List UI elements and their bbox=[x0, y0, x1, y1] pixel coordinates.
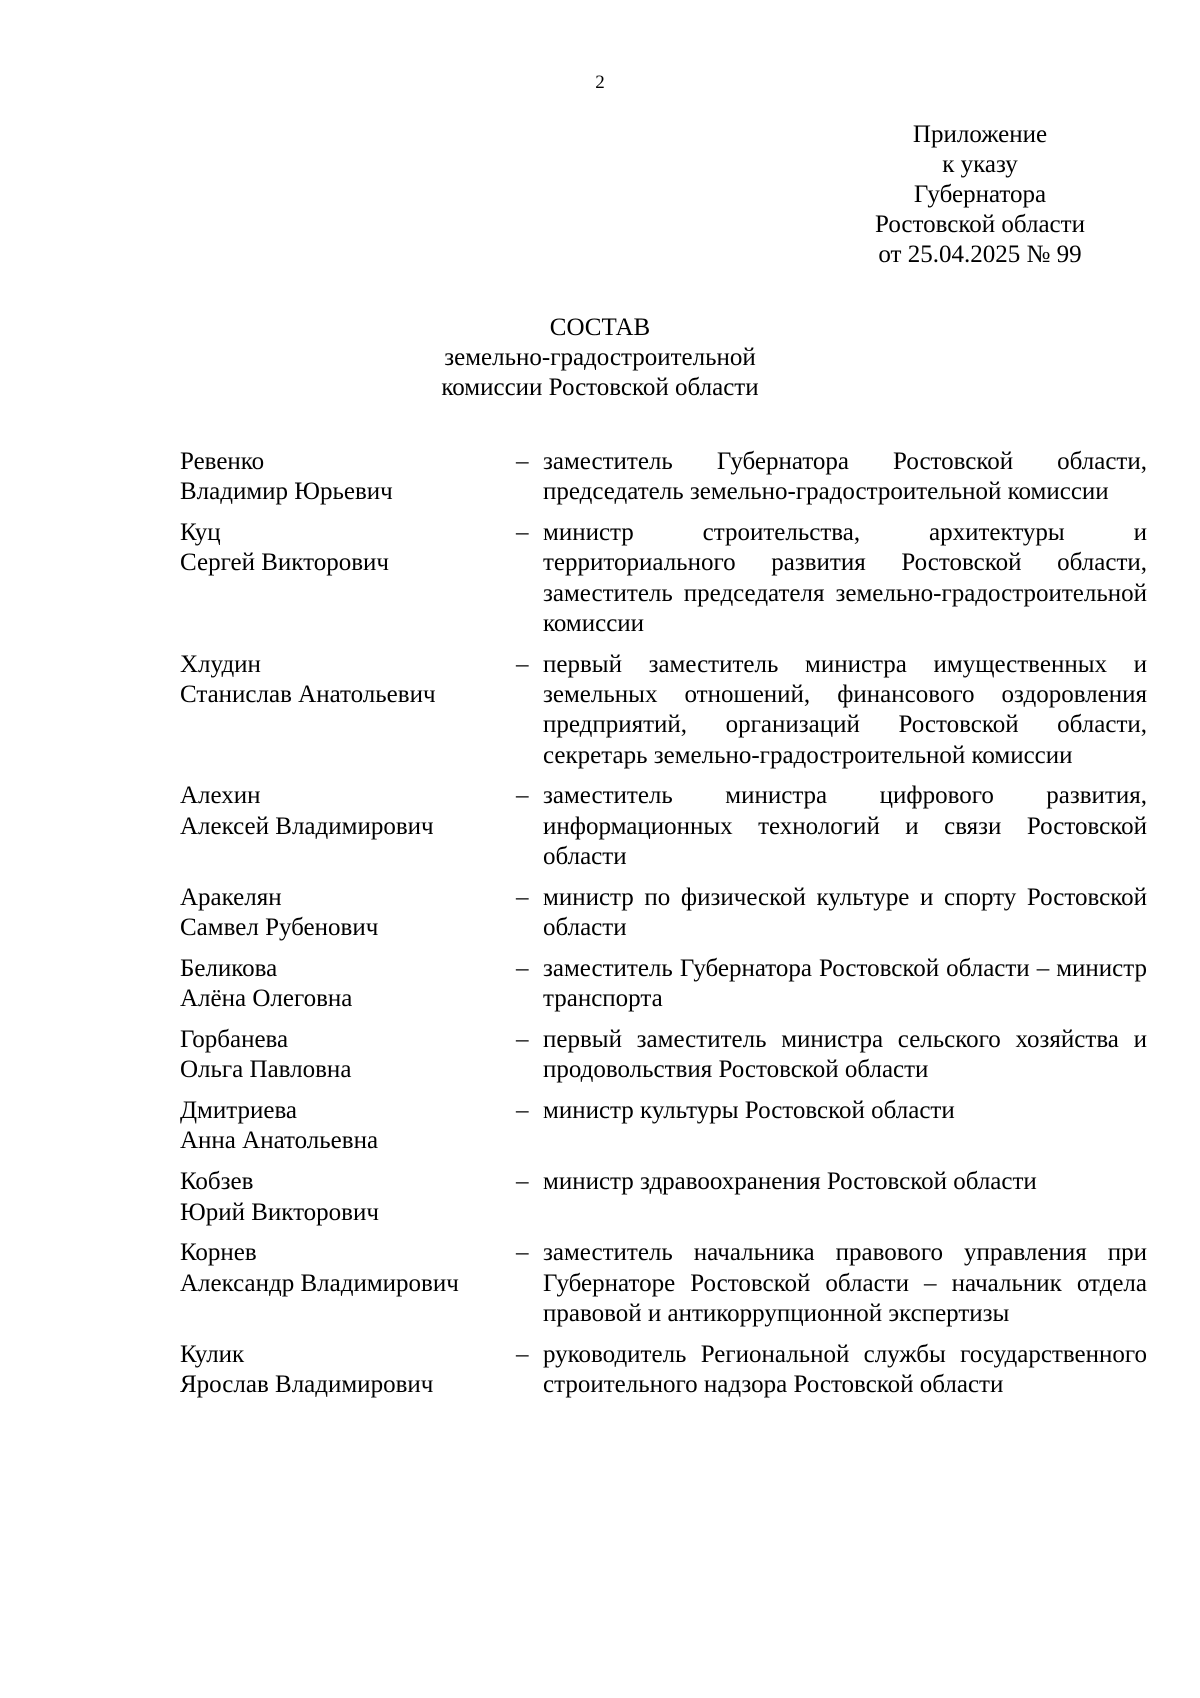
member-entry bbox=[180, 650, 1147, 771]
member-name bbox=[180, 1096, 516, 1157]
member-given-names: Анна Анатольевна bbox=[180, 1127, 379, 1155]
member-name bbox=[180, 781, 516, 872]
member-entry bbox=[180, 883, 1147, 944]
member-given-names: Ярослав Владимирович bbox=[180, 1371, 434, 1399]
member-given-names: Владимир Юрьевич bbox=[180, 478, 393, 506]
member-given-names: Юрий Викторович bbox=[180, 1198, 379, 1226]
member-surname: Кулик bbox=[180, 1340, 245, 1368]
member-surname: Кобзев bbox=[180, 1168, 254, 1196]
member-given-names: Станислав Анатольевич bbox=[180, 681, 436, 709]
member-name bbox=[180, 883, 516, 944]
member-entry bbox=[180, 954, 1147, 1015]
member-surname: Аракелян bbox=[180, 883, 282, 911]
member-surname: Горбанева bbox=[180, 1026, 289, 1054]
dash-separator: – bbox=[516, 1239, 529, 1267]
dash-separator: – bbox=[516, 1340, 529, 1368]
member-role: министр строительства, архитектуры и территориального развития Ростовской области, заместитель председателя земельно-градостроительной комиссии bbox=[543, 519, 1147, 637]
member-entry bbox=[180, 518, 1147, 639]
member-name bbox=[180, 650, 516, 771]
dash-separator: – bbox=[516, 954, 529, 982]
appendix-line-1: Приложение bbox=[912, 121, 1048, 148]
member-surname: Хлудин bbox=[180, 650, 261, 678]
dash-separator: – bbox=[516, 782, 529, 810]
title-heading: СОСТАВ bbox=[549, 314, 651, 341]
member-surname: Беликова bbox=[180, 954, 278, 982]
member-surname: Ревенко bbox=[180, 448, 265, 475]
appendix-line-5: от 25.04.2025 № 99 bbox=[878, 241, 1082, 268]
member-entry bbox=[180, 1096, 1147, 1157]
member-role: заместитель Губернатора Ростовской области, председатель земельно-градостроительной комиссии bbox=[543, 448, 1147, 506]
appendix-line-2: к указу bbox=[942, 151, 1018, 178]
dash-separator: – bbox=[516, 519, 529, 547]
member-name bbox=[180, 1340, 516, 1401]
member-given-names: Ольга Павловна bbox=[180, 1056, 352, 1084]
member-given-names: Сергей Викторович bbox=[180, 549, 389, 577]
dash-separator: – bbox=[516, 448, 529, 475]
members-list bbox=[180, 447, 1147, 1411]
page-number: 2 bbox=[595, 72, 605, 93]
dash-separator: – bbox=[516, 1097, 529, 1125]
title-line-3: комиссии Ростовской области bbox=[441, 374, 759, 401]
member-role: заместитель министра цифрового развития, информационных технологий и связи Ростовской области bbox=[543, 782, 1147, 871]
dash-separator: – bbox=[516, 1026, 529, 1054]
member-entry bbox=[180, 781, 1147, 872]
appendix-line-4: Ростовской области bbox=[875, 211, 1085, 238]
member-name bbox=[180, 518, 516, 639]
dash-separator: – bbox=[516, 1168, 529, 1196]
member-entry bbox=[180, 1340, 1147, 1401]
member-role: заместитель Губернатора Ростовской области – министр транспорта bbox=[543, 954, 1147, 1013]
member-role: министр здравоохранения Ростовской области bbox=[543, 1168, 1037, 1196]
member-role: первый заместитель министра сельского хозяйства и продовольствия Ростовской области bbox=[543, 1026, 1147, 1084]
member-entry bbox=[180, 1025, 1147, 1086]
appendix-header bbox=[800, 120, 1160, 270]
member-surname: Куц bbox=[180, 519, 221, 547]
member-entry bbox=[180, 1167, 1147, 1228]
member-role: первый заместитель министра имущественных и земельных отношений, финансового оздоровления предприятий, организаций Ростовской области, секретарь земельно-градостроительной комиссии bbox=[543, 650, 1147, 769]
member-name bbox=[180, 1025, 516, 1086]
document-title bbox=[300, 313, 900, 403]
member-name bbox=[180, 1238, 516, 1329]
member-surname: Дмитриева bbox=[180, 1097, 298, 1125]
title-line-2: земельно-градостроительной bbox=[444, 344, 756, 371]
appendix-line-3: Губернатора bbox=[913, 181, 1047, 208]
member-name bbox=[180, 1167, 516, 1228]
member-given-names: Алёна Олеговна bbox=[180, 985, 353, 1013]
member-name bbox=[180, 954, 516, 1015]
member-role: заместитель начальника правового управления при Губернаторе Ростовской области – начальник отдела правовой и антикоррупционной экспертизы bbox=[543, 1239, 1147, 1327]
member-entry bbox=[180, 1238, 1147, 1329]
dash-separator: – bbox=[516, 650, 529, 678]
member-given-names: Самвел Рубенович bbox=[180, 914, 379, 942]
member-role: руководитель Региональной службы государственного строительного надзора Ростовской области bbox=[543, 1340, 1147, 1399]
member-given-names: Алексей Владимирович bbox=[180, 812, 434, 840]
member-surname: Корнев bbox=[180, 1239, 257, 1267]
dash-separator: – bbox=[516, 883, 529, 911]
member-entry bbox=[180, 447, 1147, 508]
member-given-names: Александр Владимирович bbox=[180, 1269, 459, 1297]
member-role: министр по физической культуре и спорту Ростовской области bbox=[543, 883, 1147, 942]
member-surname: Алехин bbox=[180, 782, 261, 810]
member-role: министр культуры Ростовской области bbox=[543, 1097, 955, 1125]
member-name bbox=[180, 447, 516, 508]
